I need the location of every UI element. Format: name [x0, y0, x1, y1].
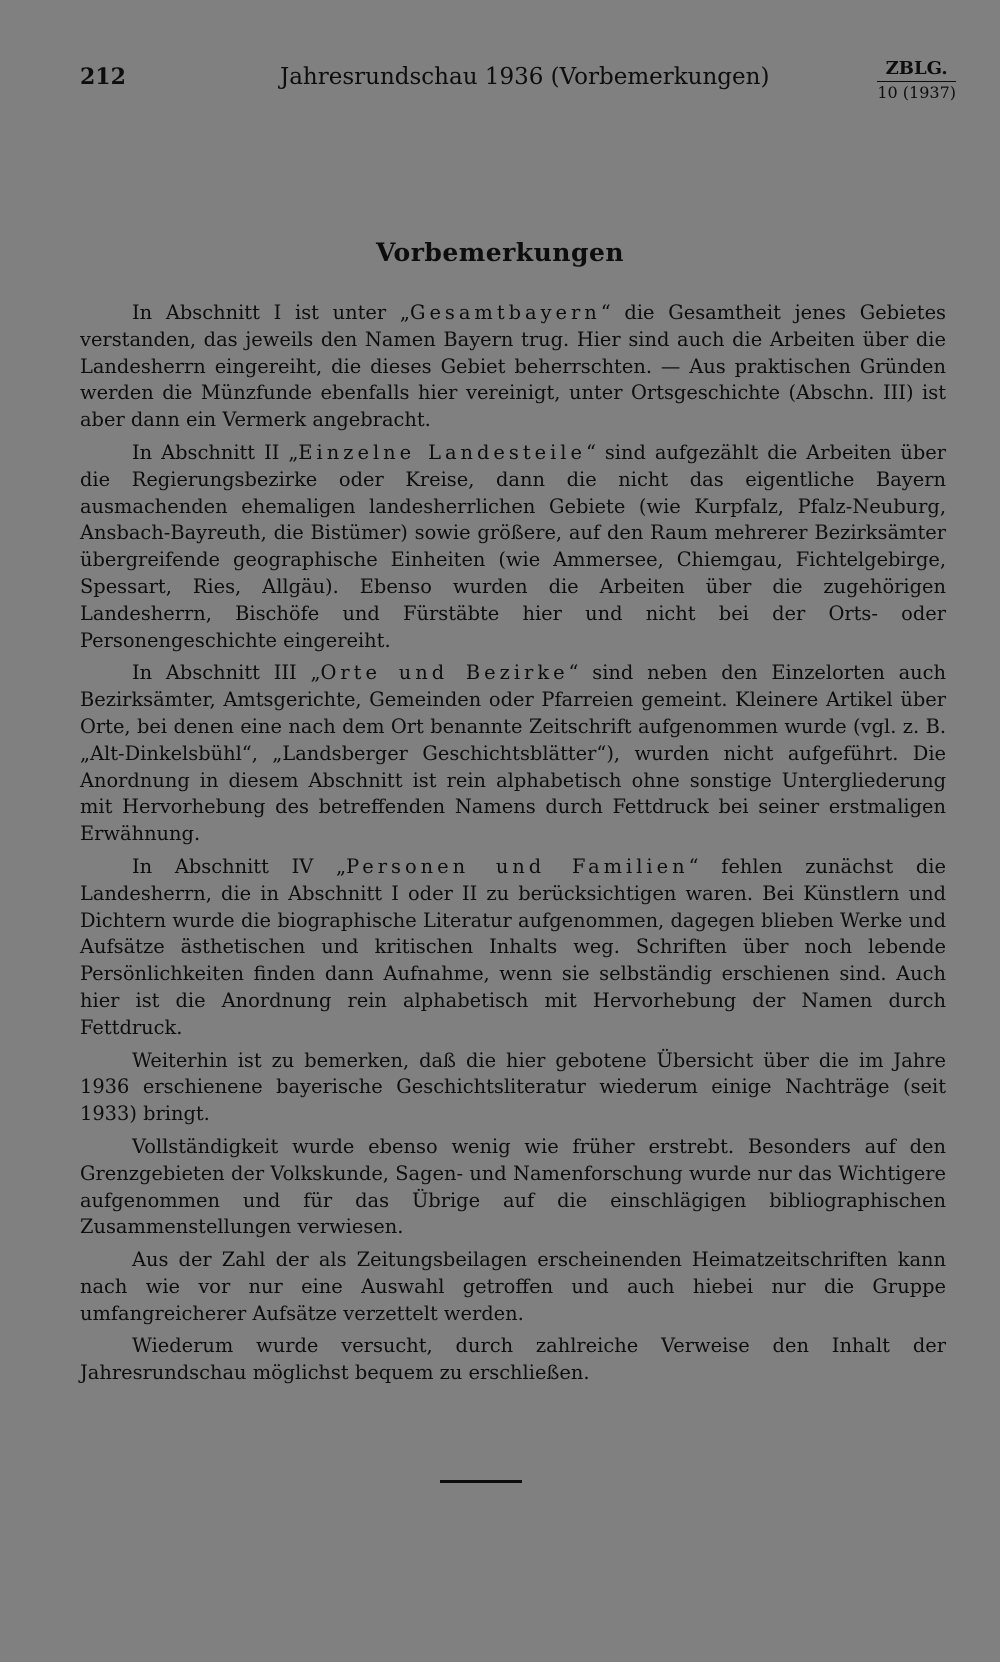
- section-name-spaced: Orte und Bezirke: [320, 661, 569, 685]
- paragraph-completeness: [80, 1134, 946, 1241]
- journal-volume: 10 (1937): [877, 83, 956, 102]
- section-title: Vorbemerkungen: [375, 238, 625, 267]
- paragraph-section-3: [80, 660, 946, 848]
- paragraph-text: Weiterhin ist zu bemerken, daß die hier gebotene Übersicht über die im Jahre 1936 erschienene bayerische Geschichtsliteratur wiederum einige Nachträge (seit 1933) bringt.: [80, 1048, 946, 1126]
- paragraph-section-2: [80, 440, 946, 654]
- paragraph-section-1: [80, 300, 946, 434]
- running-title: Jahresrundschau 1936 (Vorbemerkungen): [280, 64, 770, 90]
- paragraph-text: Wiederum wurde versucht, durch zahlreiche Verweise den Inhalt der Jahresrundschau möglichst bequem zu erschließen.: [80, 1334, 946, 1385]
- paragraph-newspaper-supplements: [80, 1247, 946, 1327]
- section-name-spaced: Gesamtbayern: [409, 301, 601, 324]
- paragraph-supplements: [80, 1048, 946, 1128]
- paragraph-cross-references: [80, 1333, 946, 1387]
- page-number: 212: [80, 64, 126, 90]
- journal-reference: [877, 60, 956, 101]
- paragraph-text: “ sind neben den Einzelorten auch Bezirksämter, Amtsgerichte, Gemeinden oder Pfarreien gemeint. Kleinere Artikel über Orte, bei denen eine nach dem Ort benannte Zeitschrift aufgenommen wurde (vgl. z. B. „Alt-Dinkelsbühl“, „Landsberger Geschichtsblätter“), wurden nicht aufgeführt. Die Anordnung in diesem Abschnitt ist rein alphabetisch ohne sonstige Untergliederung mit Hervorhebung des betreffenden Namens durch Fettdruck bei seiner erstmaligen Erwähnung.: [80, 661, 946, 846]
- paragraph-text: In Abschnitt I ist unter „: [132, 301, 410, 324]
- paragraph-text: Aus der Zahl der als Zeitungsbeilagen erscheinenden Heimatzeitschriften kann nach wie vor nur eine Auswahl getroffen und auch hiebei nur die Gruppe umfangreicherer Aufsätze verzettelt werden.: [80, 1248, 946, 1325]
- paragraph-text: In Abschnitt IV „: [132, 854, 347, 878]
- page-header: [80, 60, 956, 110]
- paragraph-text: In Abschnitt II „: [132, 440, 299, 464]
- paragraph-section-4: [80, 854, 946, 1042]
- end-rule: [440, 1480, 522, 1483]
- section-name-spaced: Einzelne Landesteile: [298, 440, 586, 464]
- paragraph-text: In Abschnitt III „: [132, 661, 321, 685]
- paragraph-text: “ die Gesamtheit jenes Gebietes verstanden, das jeweils den Namen Bayern trug. Hier sind auch die Arbeiten über die Landesherrn eingereiht, die dieses Gebiet beherrschten. — Aus praktischen Gründen werden die Münzfunde ebenfalls hier vereinigt, unter Ortsgeschichte (Abschn. III) ist aber dann ein Vermerk angebracht.: [80, 301, 946, 432]
- section-name-spaced: Personen und Familien: [346, 854, 689, 878]
- paragraph-text: Vollständigkeit wurde ebenso wenig wie früher erstrebt. Besonders auf den Grenzgebieten der Volkskunde, Sagen- und Namenforschung wurde nur das Wichtigere aufgenommen und für das Übrige auf die einschlägigen bibliographischen Zusammenstellungen verwiesen.: [80, 1134, 946, 1239]
- paragraph-text: “ sind aufgezählt die Arbeiten über die Regierungsbezirke oder Kreise, dann die nicht das eigentliche Bayern ausmachenden ehemaligen landesherrlichen Gebiete (wie Kurpfalz, Pfalz-Neuburg, Ansbach-Bayreuth, die Bistümer) sowie größere, auf den Raum mehrerer Bezirksämter übergreifende geographische Einheiten (wie Ammersee, Chiemgau, Fichtelgebirge, Spessart, Ries, Allgäu). Ebenso wurden die Arbeiten über die zugehörigen Landesherrn, Bischöfe und Fürstäbte hier und nicht bei der Orts- oder Personengeschichte eingereiht.: [80, 440, 946, 652]
- journal-abbreviation: ZBLG.: [877, 60, 956, 82]
- paragraph-text: “ fehlen zunächst die Landesherrn, die in Abschnitt I oder II zu berücksichtigen waren. Bei Künstlern und Dichtern wurde die biographische Literatur aufgenommen, dagegen blieben Werke und Aufsätze ästhetischen und kritischen Inhalts weg. Schriften über noch lebende Persönlichkeiten finden dann Aufnahme, wenn sie selbständig erschienen sind. Auch hier ist die Anordnung rein alphabetisch mit Hervorhebung der Namen durch Fettdruck.: [80, 854, 946, 1039]
- body-text: [80, 300, 946, 1393]
